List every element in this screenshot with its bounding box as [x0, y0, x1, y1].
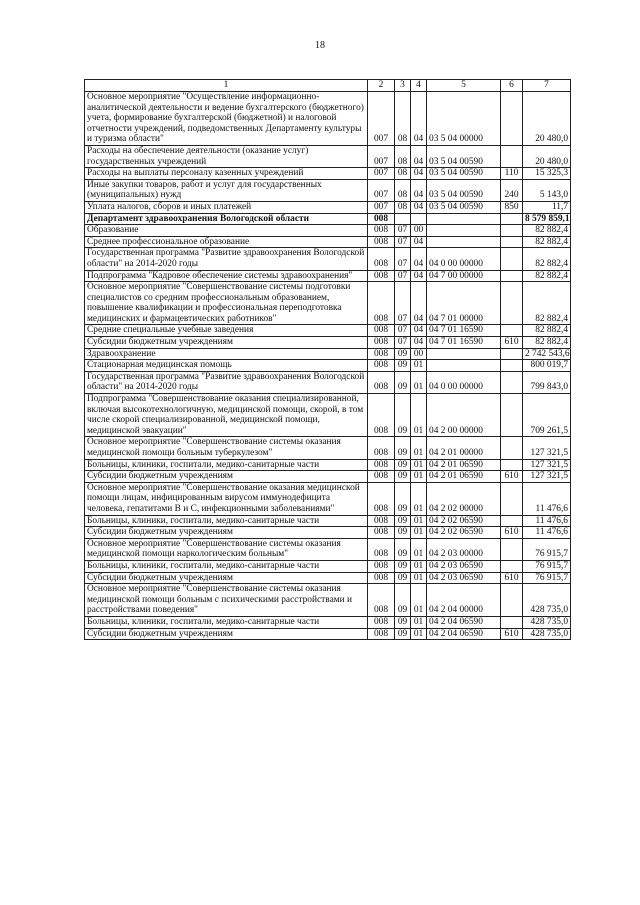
table-row	[85, 572, 571, 584]
target-article-cell: 04 2 04 06590	[427, 616, 501, 628]
section-code-cell: 09	[395, 360, 411, 372]
section-code-cell: 09	[395, 616, 411, 628]
expense-type-cell	[501, 560, 523, 572]
section-code-cell: 08	[395, 145, 411, 167]
section-code-cell: 08	[395, 179, 411, 201]
amount-cell: 76 915,7	[523, 538, 571, 560]
row-name-cell: Основное мероприятие "Совершенствование системы оказания медицинской помощи больным с психическими расстройствами и расстройствами поведения"	[85, 584, 368, 617]
section-code-cell: 09	[395, 482, 411, 515]
table-row	[85, 560, 571, 572]
ministry-code-cell: 008	[368, 572, 395, 584]
row-name-cell: Среднее профессиональное образование	[85, 236, 368, 248]
header-cell: 5	[427, 80, 501, 92]
table-row	[85, 628, 571, 640]
expense-type-cell	[501, 437, 523, 459]
amount-cell: 76 915,7	[523, 560, 571, 572]
subsection-code-cell: 01	[411, 584, 427, 617]
subsection-code-cell: 01	[411, 560, 427, 572]
ministry-code-cell: 008	[368, 560, 395, 572]
ministry-code-cell: 008	[368, 538, 395, 560]
header-cell: 4	[411, 80, 427, 92]
expense-type-cell	[501, 482, 523, 515]
ministry-code-cell: 008	[368, 325, 395, 337]
row-name-cell: Подпрограмма "Кадровое обеспечение системы здравоохранения"	[85, 270, 368, 282]
section-code-cell: 09	[395, 515, 411, 527]
ministry-code-cell: 008	[368, 628, 395, 640]
row-name-cell: Департамент здравоохранения Вологодской области	[85, 213, 368, 225]
section-code-cell: 07	[395, 325, 411, 337]
ministry-code-cell: 007	[368, 92, 395, 146]
table-row	[85, 325, 571, 337]
section-code-cell	[395, 213, 411, 225]
ministry-code-cell: 008	[368, 471, 395, 483]
table-row	[85, 482, 571, 515]
subsection-code-cell: 01	[411, 360, 427, 372]
row-name-cell: Основное мероприятие "Совершенствование системы оказания медицинской помощи наркологическим больным"	[85, 538, 368, 560]
expense-type-cell	[501, 348, 523, 360]
subsection-code-cell: 01	[411, 572, 427, 584]
ministry-code-cell: 008	[368, 527, 395, 539]
table-row	[85, 348, 571, 360]
amount-cell: 82 882,4	[523, 225, 571, 237]
row-name-cell: Основное мероприятие "Совершенствование системы оказания медицинской помощи больным туберкулезом"	[85, 437, 368, 459]
budget-table	[84, 79, 571, 640]
subsection-code-cell: 04	[411, 270, 427, 282]
table-row	[85, 179, 571, 201]
table-row	[85, 282, 571, 325]
ministry-code-cell: 008	[368, 337, 395, 349]
row-name-cell: Основное мероприятие "Осуществление информационно-аналитической деятельности и ведение бухгалтерского (бюджетного) учета, формирование бухгалтерской (бюджетной) и налоговой отчетности учреждений, подведомственных Департаменту культуры и туризма области"	[85, 92, 368, 146]
ministry-code-cell: 008	[368, 282, 395, 325]
subsection-code-cell: 01	[411, 394, 427, 437]
ministry-code-cell: 008	[368, 616, 395, 628]
section-code-cell: 09	[395, 459, 411, 471]
expense-type-cell: 610	[501, 527, 523, 539]
amount-cell: 82 882,4	[523, 282, 571, 325]
ministry-code-cell: 008	[368, 437, 395, 459]
ministry-code-cell: 007	[368, 179, 395, 201]
target-article-cell: 04 2 02 06590	[427, 515, 501, 527]
expense-type-cell	[501, 225, 523, 237]
amount-cell: 709 261,5	[523, 394, 571, 437]
subsection-code-cell: 01	[411, 471, 427, 483]
section-code-cell: 09	[395, 437, 411, 459]
expense-type-cell: 610	[501, 572, 523, 584]
expense-type-cell	[501, 270, 523, 282]
ministry-code-cell: 008	[368, 236, 395, 248]
row-name-cell: Расходы на выплаты персоналу казенных учреждений	[85, 168, 368, 180]
amount-cell: 428 735,0	[523, 628, 571, 640]
target-article-cell: 04 2 01 06590	[427, 459, 501, 471]
ministry-code-cell: 008	[368, 371, 395, 393]
expense-type-cell	[501, 325, 523, 337]
subsection-code-cell: 04	[411, 337, 427, 349]
amount-cell: 11,7	[523, 201, 571, 213]
target-article-cell: 03 5 04 00590	[427, 179, 501, 201]
subsection-code-cell: 04	[411, 201, 427, 213]
amount-cell: 799 843,0	[523, 371, 571, 393]
row-name-cell: Подпрограмма "Совершенствование оказания специализированной, включая высокотехнологичную, медицинской помощи, скорой, в том числе скорой специализированной, медицинской помощи, медицинской эвакуации"	[85, 394, 368, 437]
subsection-code-cell: 01	[411, 459, 427, 471]
subsection-code-cell	[411, 213, 427, 225]
expense-type-cell: 610	[501, 337, 523, 349]
amount-cell: 20 480,0	[523, 145, 571, 167]
row-name-cell: Государственная программа "Развитие здравоохранения Вологодской области" на 2014-2020 годы	[85, 371, 368, 393]
expense-type-cell	[501, 145, 523, 167]
row-name-cell: Субсидии бюджетным учреждениям	[85, 572, 368, 584]
table-row	[85, 584, 571, 617]
target-article-cell: 04 2 04 00000	[427, 584, 501, 617]
section-code-cell: 07	[395, 236, 411, 248]
expense-type-cell	[501, 236, 523, 248]
table-row	[85, 459, 571, 471]
amount-cell: 15 325,3	[523, 168, 571, 180]
table-row	[85, 360, 571, 372]
section-code-cell: 07	[395, 270, 411, 282]
table-row	[85, 437, 571, 459]
section-code-cell: 09	[395, 471, 411, 483]
expense-type-cell	[501, 371, 523, 393]
expense-type-cell	[501, 282, 523, 325]
header-cell: 7	[523, 80, 571, 92]
subsection-code-cell: 01	[411, 538, 427, 560]
target-article-cell: 04 7 01 16590	[427, 337, 501, 349]
expense-type-cell	[501, 360, 523, 372]
expense-type-cell	[501, 248, 523, 270]
table-row	[85, 236, 571, 248]
expense-type-cell	[501, 459, 523, 471]
subsection-code-cell: 04	[411, 236, 427, 248]
expense-type-cell: 240	[501, 179, 523, 201]
expense-type-cell	[501, 213, 523, 225]
section-code-cell: 09	[395, 572, 411, 584]
table-row	[85, 168, 571, 180]
subsection-code-cell: 04	[411, 248, 427, 270]
section-code-cell: 09	[395, 527, 411, 539]
table-row	[85, 145, 571, 167]
header-cell: 6	[501, 80, 523, 92]
subsection-code-cell: 04	[411, 168, 427, 180]
row-name-cell: Субсидии бюджетным учреждениям	[85, 337, 368, 349]
section-code-cell: 09	[395, 394, 411, 437]
target-article-cell: 04 2 03 00000	[427, 538, 501, 560]
expense-type-cell	[501, 584, 523, 617]
section-code-cell: 07	[395, 337, 411, 349]
target-article-cell: 03 5 04 00590	[427, 168, 501, 180]
section-code-cell: 08	[395, 92, 411, 146]
expense-type-cell	[501, 92, 523, 146]
subsection-code-cell: 04	[411, 325, 427, 337]
table-row	[85, 248, 571, 270]
subsection-code-cell: 01	[411, 437, 427, 459]
ministry-code-cell: 008	[368, 360, 395, 372]
amount-cell: 8 579 859,1	[523, 213, 571, 225]
amount-cell: 2 742 543,6	[523, 348, 571, 360]
amount-cell: 20 480,0	[523, 92, 571, 146]
amount-cell: 428 735,0	[523, 616, 571, 628]
ministry-code-cell: 007	[368, 168, 395, 180]
header-row	[85, 80, 571, 92]
header-cell: 3	[395, 80, 411, 92]
expense-type-cell: 610	[501, 628, 523, 640]
ministry-code-cell: 008	[368, 248, 395, 270]
row-name-cell: Основное мероприятие "Совершенствование оказания медицинской помощи лицам, инфицированным вирусом иммунодефицита человека, гепатитами B и C, инфекционными заболеваниями"	[85, 482, 368, 515]
amount-cell: 800 019,7	[523, 360, 571, 372]
table-row	[85, 515, 571, 527]
table-row	[85, 616, 571, 628]
row-name-cell: Субсидии бюджетным учреждениям	[85, 527, 368, 539]
ministry-code-cell: 008	[368, 213, 395, 225]
expense-type-cell: 610	[501, 471, 523, 483]
table-row	[85, 92, 571, 146]
target-article-cell: 04 2 03 06590	[427, 572, 501, 584]
subsection-code-cell: 01	[411, 482, 427, 515]
amount-cell: 127 321,5	[523, 459, 571, 471]
header-cell: 1	[85, 80, 368, 92]
table-row	[85, 394, 571, 437]
row-name-cell: Расходы на обеспечение деятельности (оказание услуг) государственных учреждений	[85, 145, 368, 167]
row-name-cell: Больницы, клиники, госпитали, медико-санитарные части	[85, 515, 368, 527]
ministry-code-cell: 008	[368, 348, 395, 360]
amount-cell: 5 143,0	[523, 179, 571, 201]
target-article-cell: 04 0 00 00000	[427, 248, 501, 270]
section-code-cell: 08	[395, 168, 411, 180]
target-article-cell	[427, 213, 501, 225]
ministry-code-cell: 008	[368, 270, 395, 282]
target-article-cell: 04 7 01 16590	[427, 325, 501, 337]
table-row	[85, 213, 571, 225]
table-row	[85, 337, 571, 349]
expense-type-cell	[501, 616, 523, 628]
section-code-cell: 09	[395, 584, 411, 617]
target-article-cell: 03 5 04 00590	[427, 145, 501, 167]
subsection-code-cell: 01	[411, 527, 427, 539]
amount-cell: 127 321,5	[523, 437, 571, 459]
expense-type-cell: 850	[501, 201, 523, 213]
amount-cell: 428 735,0	[523, 584, 571, 617]
row-name-cell: Больницы, клиники, госпитали, медико-санитарные части	[85, 616, 368, 628]
ministry-code-cell: 008	[368, 482, 395, 515]
target-article-cell: 04 7 01 00000	[427, 282, 501, 325]
target-article-cell: 03 5 04 00590	[427, 201, 501, 213]
section-code-cell: 09	[395, 560, 411, 572]
header-cell: 2	[368, 80, 395, 92]
target-article-cell	[427, 348, 501, 360]
row-name-cell: Больницы, клиники, госпитали, медико-санитарные части	[85, 560, 368, 572]
subsection-code-cell: 00	[411, 348, 427, 360]
subsection-code-cell: 04	[411, 282, 427, 325]
section-code-cell: 09	[395, 538, 411, 560]
table-body	[85, 80, 571, 640]
expense-type-cell	[501, 515, 523, 527]
subsection-code-cell: 04	[411, 92, 427, 146]
target-article-cell: 04 2 01 00000	[427, 437, 501, 459]
amount-cell: 82 882,4	[523, 248, 571, 270]
row-name-cell: Основное мероприятие "Совершенствование системы подготовки специалистов со средним профессиональным образованием, повышение квалификации и профессиональная переподготовка медицинских и фармацевтических работников"	[85, 282, 368, 325]
row-name-cell: Уплата налогов, сборов и иных платежей	[85, 201, 368, 213]
section-code-cell: 07	[395, 282, 411, 325]
ministry-code-cell: 007	[368, 201, 395, 213]
section-code-cell: 09	[395, 348, 411, 360]
row-name-cell: Средние специальные учебные заведения	[85, 325, 368, 337]
target-article-cell: 03 5 04 00000	[427, 92, 501, 146]
subsection-code-cell: 01	[411, 628, 427, 640]
target-article-cell: 04 2 01 06590	[427, 471, 501, 483]
section-code-cell: 09	[395, 371, 411, 393]
expense-type-cell: 110	[501, 168, 523, 180]
target-article-cell: 04 2 03 06590	[427, 560, 501, 572]
amount-cell: 82 882,4	[523, 236, 571, 248]
ministry-code-cell: 008	[368, 584, 395, 617]
target-article-cell: 04 0 00 00000	[427, 371, 501, 393]
row-name-cell: Здравоохранение	[85, 348, 368, 360]
expense-type-cell	[501, 538, 523, 560]
target-article-cell	[427, 236, 501, 248]
subsection-code-cell: 01	[411, 616, 427, 628]
target-article-cell: 04 7 00 00000	[427, 270, 501, 282]
page-number: 18	[315, 40, 325, 51]
amount-cell: 82 882,4	[523, 325, 571, 337]
subsection-code-cell: 00	[411, 225, 427, 237]
subsection-code-cell: 04	[411, 145, 427, 167]
subsection-code-cell: 01	[411, 371, 427, 393]
target-article-cell: 04 2 02 00000	[427, 482, 501, 515]
amount-cell: 11 476,6	[523, 515, 571, 527]
amount-cell: 82 882,4	[523, 337, 571, 349]
section-code-cell: 09	[395, 628, 411, 640]
table-row	[85, 225, 571, 237]
section-code-cell: 08	[395, 201, 411, 213]
section-code-cell: 07	[395, 225, 411, 237]
ministry-code-cell: 008	[368, 515, 395, 527]
subsection-code-cell: 01	[411, 515, 427, 527]
amount-cell: 76 915,7	[523, 572, 571, 584]
target-article-cell: 04 2 02 06590	[427, 527, 501, 539]
table-row	[85, 201, 571, 213]
row-name-cell: Субсидии бюджетным учреждениям	[85, 628, 368, 640]
ministry-code-cell: 008	[368, 225, 395, 237]
ministry-code-cell: 008	[368, 459, 395, 471]
table-row	[85, 471, 571, 483]
row-name-cell: Образование	[85, 225, 368, 237]
amount-cell: 127 321,5	[523, 471, 571, 483]
subsection-code-cell: 04	[411, 179, 427, 201]
section-code-cell: 07	[395, 248, 411, 270]
row-name-cell: Иные закупки товаров, работ и услуг для государственных (муниципальных) нужд	[85, 179, 368, 201]
amount-cell: 11 476,6	[523, 527, 571, 539]
table-row	[85, 371, 571, 393]
table-row	[85, 538, 571, 560]
row-name-cell: Стационарная медицинская помощь	[85, 360, 368, 372]
expense-type-cell	[501, 394, 523, 437]
table-row	[85, 270, 571, 282]
target-article-cell	[427, 225, 501, 237]
target-article-cell: 04 2 04 06590	[427, 628, 501, 640]
row-name-cell: Субсидии бюджетным учреждениям	[85, 471, 368, 483]
table-row	[85, 527, 571, 539]
ministry-code-cell: 007	[368, 145, 395, 167]
ministry-code-cell: 008	[368, 394, 395, 437]
target-article-cell: 04 2 00 00000	[427, 394, 501, 437]
target-article-cell	[427, 360, 501, 372]
row-name-cell: Больницы, клиники, госпитали, медико-санитарные части	[85, 459, 368, 471]
amount-cell: 11 476,6	[523, 482, 571, 515]
row-name-cell: Государственная программа "Развитие здравоохранения Вологодской области" на 2014-2020 годы	[85, 248, 368, 270]
amount-cell: 82 882,4	[523, 270, 571, 282]
